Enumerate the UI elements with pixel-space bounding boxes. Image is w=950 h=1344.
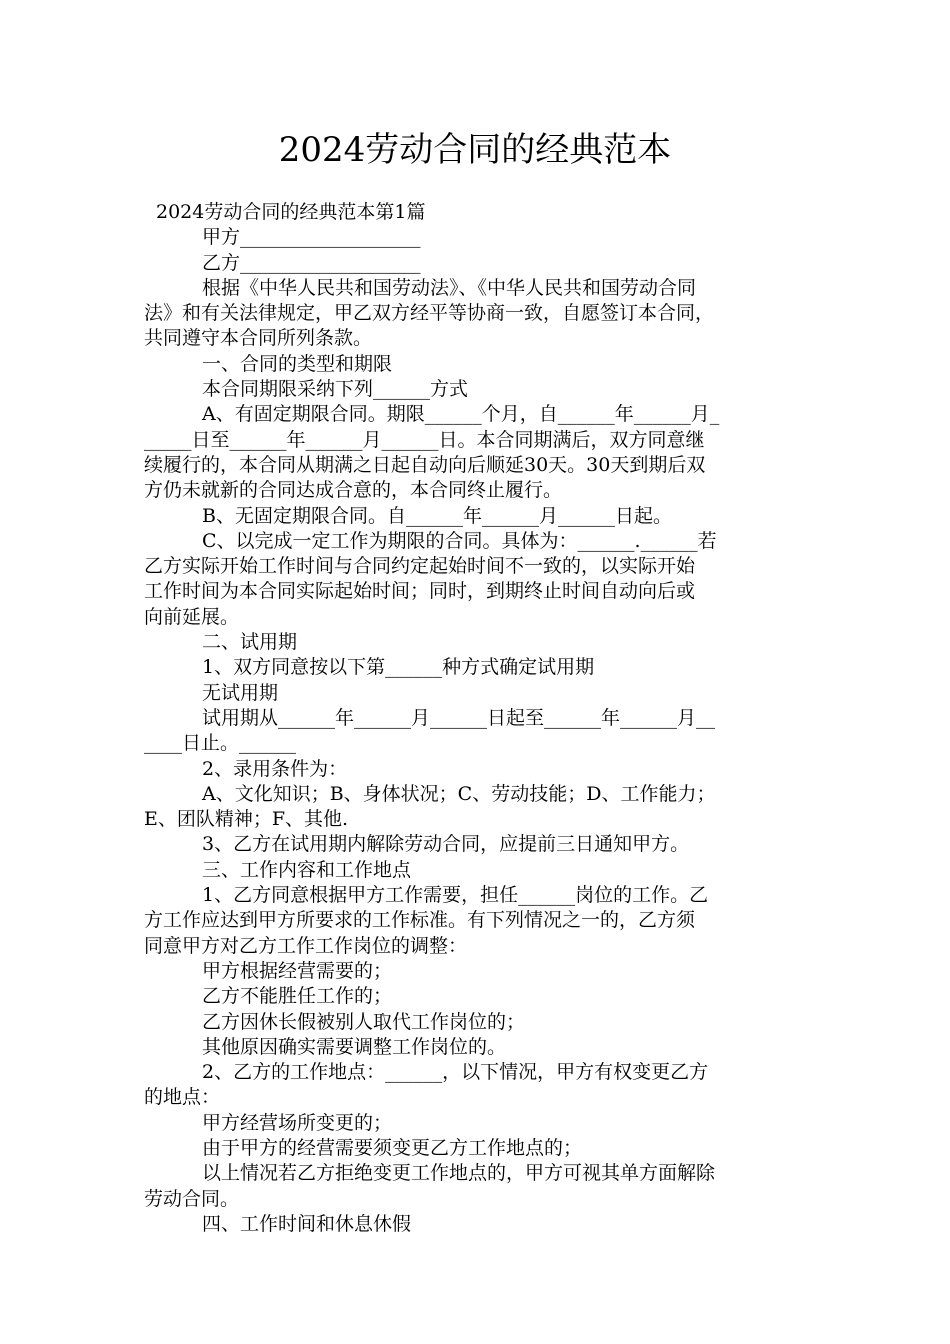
paragraph-line: 1、双方同意按以下第______种方式确定试用期 xyxy=(202,656,595,679)
paragraph-line: 根据《中华人民共和国劳动法》、《中华人民共和国劳动合同 xyxy=(202,276,697,299)
document-body xyxy=(144,200,810,1237)
paragraph-line: _____日至______年______月______日。本合同期满后，双方同意继 xyxy=(144,428,705,451)
paragraph-line: A、文化知识；B、身体状况；C、劳动技能；D、工作能力； xyxy=(202,782,716,805)
paragraph-line: 1、乙方同意根据甲方工作需要，担任______岗位的工作。乙 xyxy=(202,884,709,907)
paragraph-line: 续履行的，本合同从期满之日起自动向后顺延30天。30天到期后双 xyxy=(144,453,706,476)
paragraph-line: 试用期从______年______月______日起至______年______月__ xyxy=(202,706,716,729)
paragraph-line: 的地点： xyxy=(144,1086,221,1109)
paragraph-line: 3、乙方在试用期内解除劳动合同，应提前三日通知甲方。 xyxy=(202,833,690,856)
paragraph-line: 2、录用条件为： xyxy=(202,757,348,780)
paragraph-line: E、团队精神；F、其他. xyxy=(144,808,349,831)
paragraph-line: 由于甲方的经营需要须变更乙方工作地点的； xyxy=(202,1136,583,1159)
clause-heading: 二、试用期 xyxy=(202,631,298,654)
clause-heading: 四、工作时间和休息休假 xyxy=(202,1212,412,1235)
paragraph-line: ____日止。______ xyxy=(144,732,297,755)
paragraph-line: 工作时间为本合同实际起始时间；同时，到期终止时间自动向后或 xyxy=(144,580,696,603)
paragraph-line: 其他原因确实需要调整工作岗位的。 xyxy=(202,1035,507,1058)
paragraph-line: 方仍未就新的合同达成合意的，本合同终止履行。 xyxy=(144,479,563,502)
clause-heading: 一、合同的类型和期限 xyxy=(202,352,393,375)
paragraph-line: 向前延展。 xyxy=(144,605,240,628)
paragraph-line: 以上情况若乙方拒绝变更工作地点的，甲方可视其单方面解除 xyxy=(202,1162,716,1185)
paragraph-line: 乙方不能胜任工作的； xyxy=(202,985,393,1008)
paragraph-line: 劳动合同。 xyxy=(144,1187,240,1210)
paragraph-line: 无试用期 xyxy=(202,681,279,704)
paragraph-line: 甲方根据经营需要的； xyxy=(202,959,393,982)
paragraph-line: 法》和有关法律规定，甲乙双方经平等协商一致，自愿签订本合同， xyxy=(144,302,715,325)
paragraph-line: 甲方经营场所变更的； xyxy=(202,1111,393,1134)
section-heading: 2024劳动合同的经典范本第1篇 xyxy=(156,201,426,223)
paragraph-line: 2、乙方的工作地点：______，以下情况，甲方有权变更乙方 xyxy=(202,1061,709,1084)
paragraph-line: 乙方因休长假被别人取代工作岗位的； xyxy=(202,1010,526,1033)
paragraph-line: 方工作应达到甲方所要求的工作标准。有下列情况之一的，乙方须 xyxy=(144,909,696,932)
paragraph-line: 乙方实际开始工作时间与合同约定起始时间不一致的，以实际开始 xyxy=(144,555,696,578)
paragraph-line: B、无固定期限合同。自______年______月______日起。 xyxy=(202,504,672,527)
paragraph-line: A、有固定期限合同。期限______个月，自______年______月_ xyxy=(202,403,720,426)
document-title: 2024劳动合同的经典范本 xyxy=(278,130,672,170)
paragraph-line: 共同遵守本合同所列条款。 xyxy=(144,327,373,350)
paragraph-line: 同意甲方对乙方工作工作岗位的调整： xyxy=(144,934,468,957)
party-a-line: 甲方___________________ xyxy=(202,226,421,249)
paragraph-line: 本合同期限采纳下列______方式 xyxy=(202,378,469,401)
paragraph-line: C、以完成一定工作为期限的合同。具体为：______.______若 xyxy=(202,529,717,552)
party-b-line: 乙方___________________ xyxy=(202,251,421,274)
clause-heading: 三、工作内容和工作地点 xyxy=(202,858,412,881)
